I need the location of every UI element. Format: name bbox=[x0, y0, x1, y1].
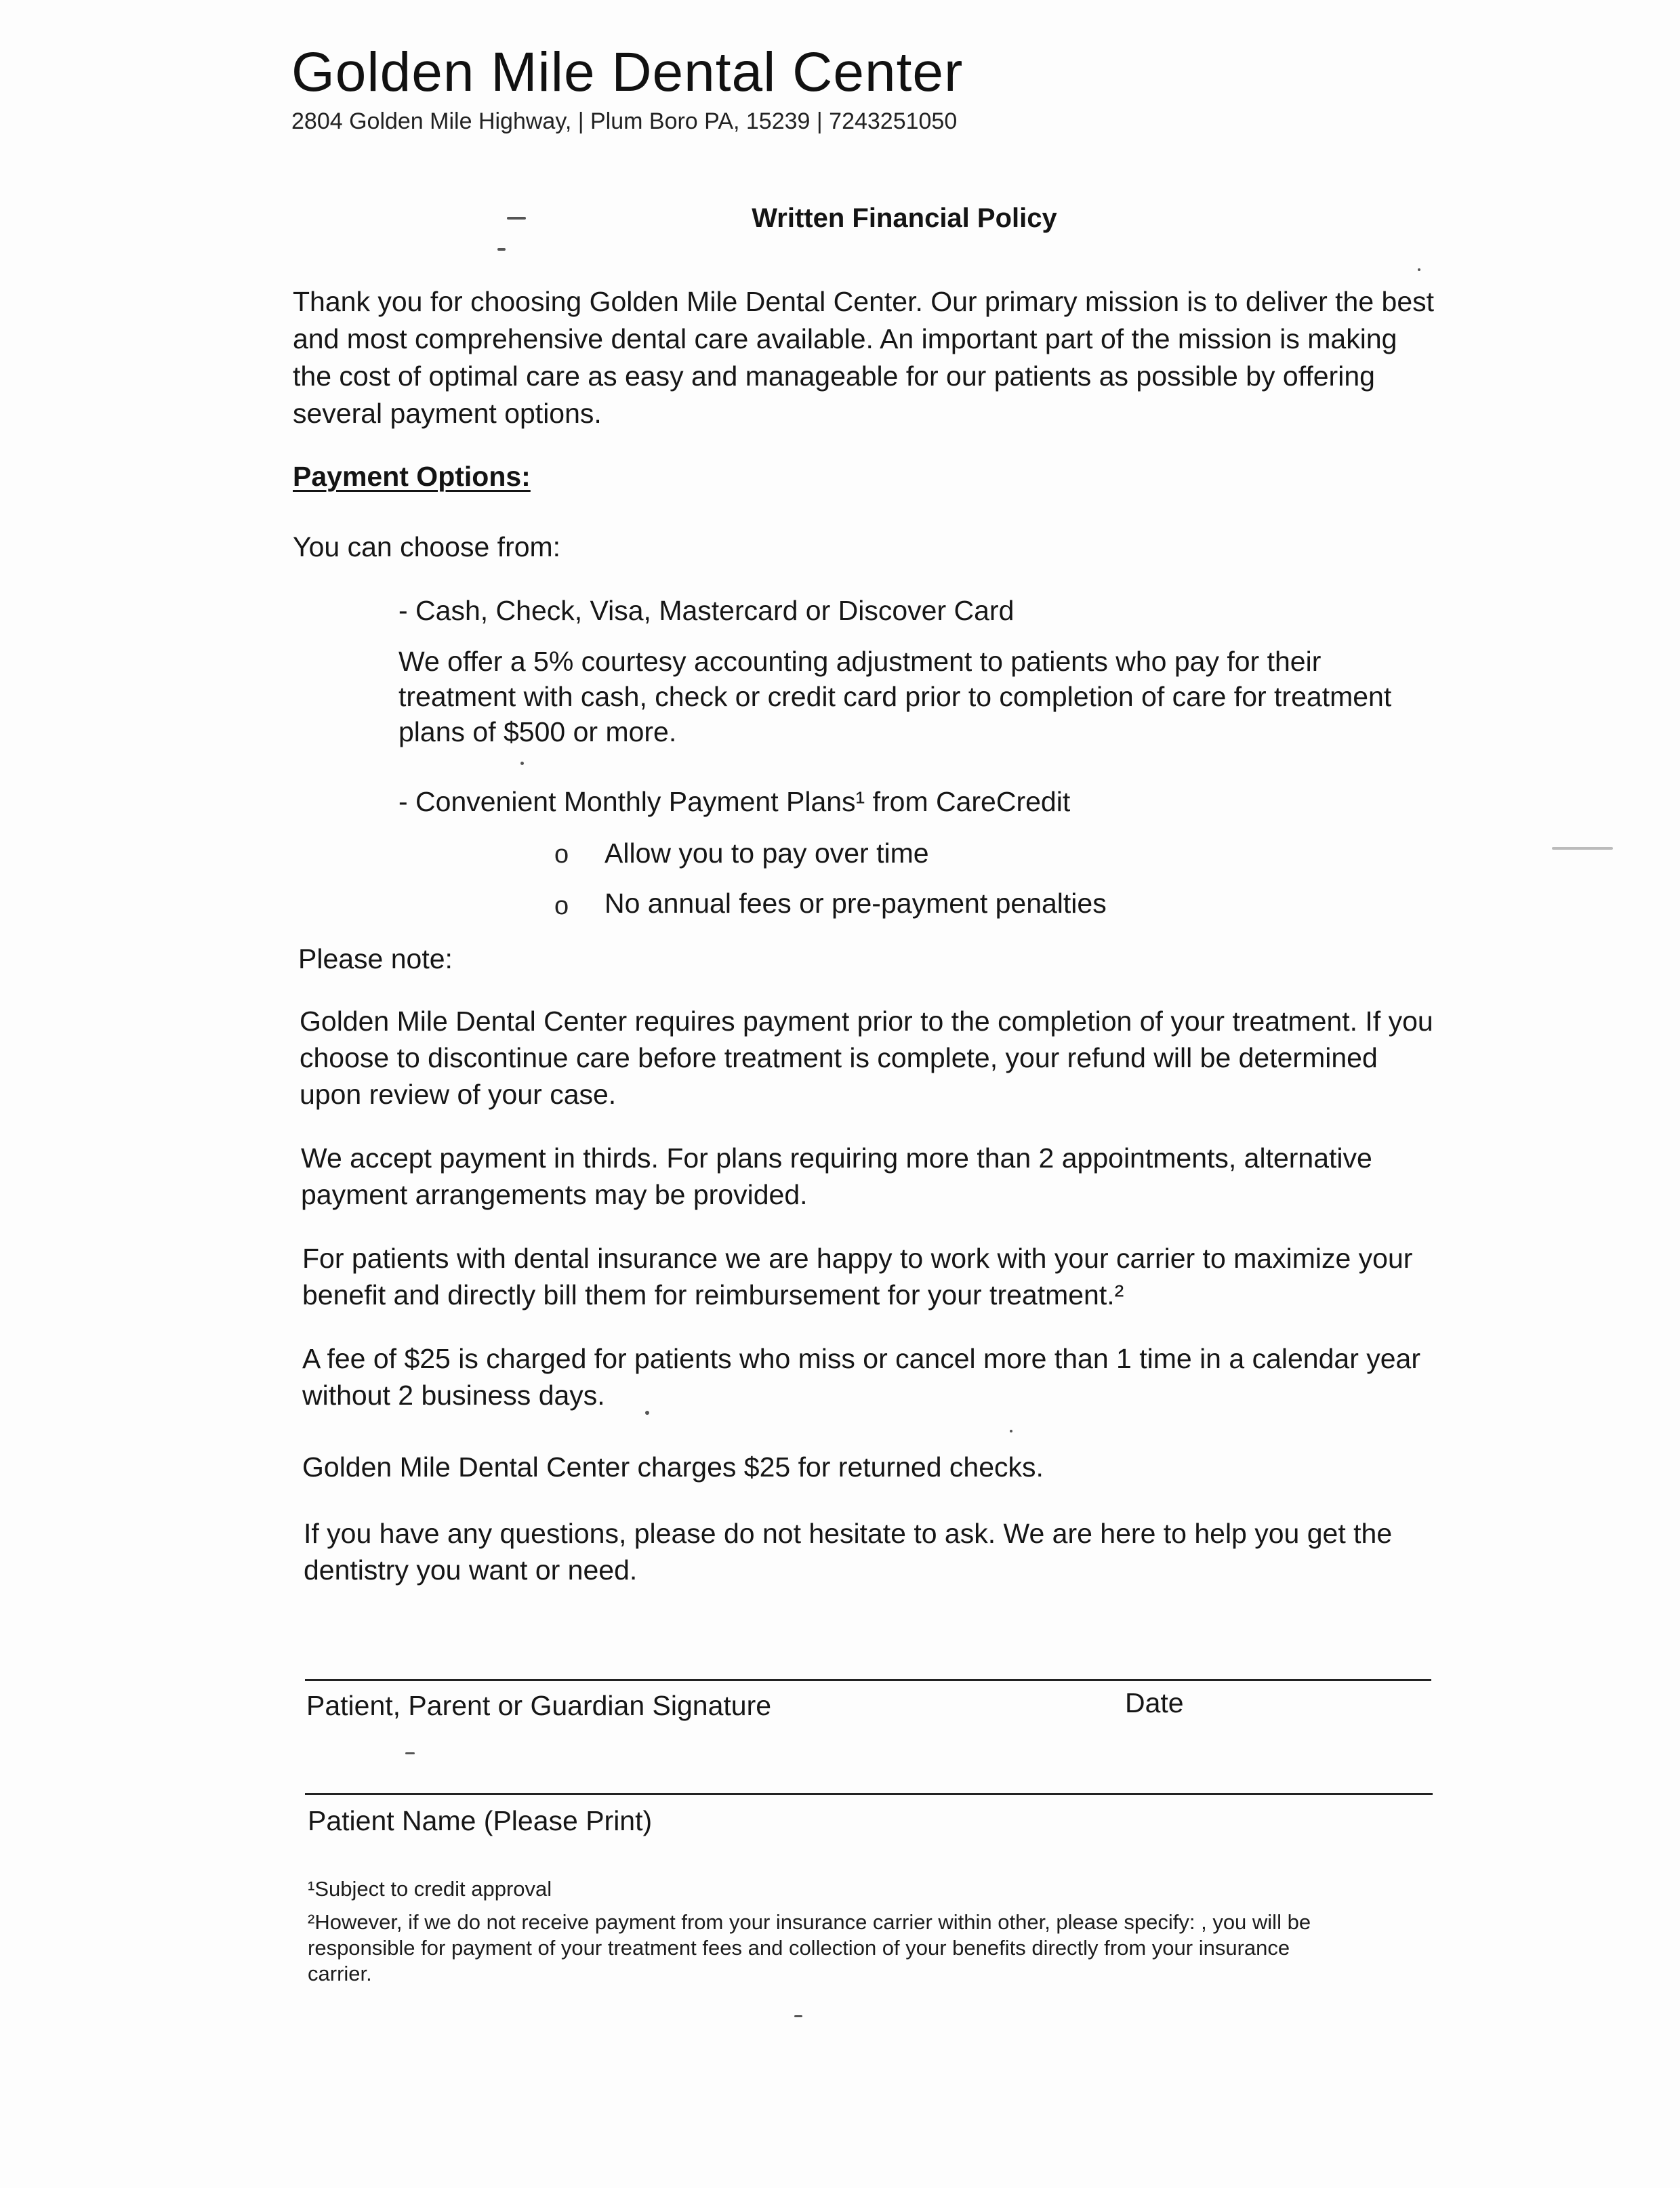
practice-address: 2804 Golden Mile Highway, | Plum Boro PA, 15239 | 7243251050 bbox=[291, 108, 958, 134]
scan-speck bbox=[1418, 268, 1420, 271]
document-title: Written Financial Policy bbox=[752, 203, 1057, 233]
note-paragraph: Golden Mile Dental Center requires payment prior to the completion of your treatment. If you choose to discontinue care before treatment is complete, your refund will be determined upon review of your case. bbox=[300, 1006, 1433, 1110]
footnote-1: ¹Subject to credit approval bbox=[308, 1877, 552, 1901]
scan-speck bbox=[520, 762, 524, 765]
intro-line: the cost of optimal care as easy and manageable for our patients as possible by offering bbox=[293, 360, 1375, 392]
sub-bullet-item: No annual fees or pre-payment penalties bbox=[605, 888, 1107, 919]
print-name-label: Patient Name (Please Print) bbox=[308, 1805, 653, 1836]
scan-speck bbox=[405, 1752, 415, 1754]
option-cash: - Cash, Check, Visa, Mastercard or Discover Card bbox=[398, 595, 1015, 626]
practice-name: Golden Mile Dental Center bbox=[291, 41, 964, 103]
note-paragraph: We accept payment in thirds. For plans requiring more than 2 appointments, alternative payment arrangements may be provided. bbox=[301, 1142, 1372, 1210]
scan-speck bbox=[645, 1411, 649, 1415]
intro-line: and most comprehensive dental care available. An important part of the mission is making bbox=[293, 323, 1397, 354]
choose-label: You can choose from: bbox=[293, 531, 561, 562]
note-paragraph: If you have any questions, please do not hesitate to ask. We are here to help you get the dentistry you want or need. bbox=[304, 1518, 1393, 1586]
signature-line[interactable] bbox=[305, 1679, 1431, 1681]
intro-paragraph bbox=[293, 283, 1434, 432]
print-name-line[interactable] bbox=[305, 1793, 1433, 1795]
note-paragraph: A fee of $25 is charged for patients who miss or cancel more than 1 time in a calendar year without 2 business days. bbox=[302, 1343, 1420, 1411]
sub-bullet-item: Allow you to pay over time bbox=[605, 838, 929, 869]
date-label: Date bbox=[1125, 1687, 1184, 1718]
please-note-label: Please note: bbox=[298, 943, 453, 974]
footnote-2: ²However, if we do not receive payment from your insurance carrier within other, please specify: , you will be responsible for payment of your treatment fees and collection of your benefits directly from your insurance carrier. bbox=[308, 1910, 1311, 1985]
note-paragraph: Golden Mile Dental Center charges $25 for returned checks. bbox=[302, 1451, 1044, 1483]
scan-speck bbox=[1010, 1430, 1012, 1432]
courtesy-adjustment-text: We offer a 5% courtesy accounting adjustment to patients who pay for their treatment with cash, check or credit card prior to completion of care for treatment plans of $500 or more. bbox=[398, 646, 1392, 747]
intro-line: Thank you for choosing Golden Mile Dental Center. Our primary mission is to deliver the best bbox=[293, 286, 1435, 317]
option-payment-plans: - Convenient Monthly Payment Plans¹ from CareCredit bbox=[398, 786, 1071, 817]
payment-options-heading: Payment Options: bbox=[293, 461, 531, 492]
note-paragraph: For patients with dental insurance we are happy to work with your carrier to maximize your benefit and directly bill them for reimbursement for your treatment.² bbox=[302, 1243, 1413, 1310]
intro-line: several payment options. bbox=[293, 398, 602, 429]
sub-bullet-marker: o bbox=[554, 840, 569, 869]
scan-mark bbox=[497, 248, 506, 251]
sub-bullet-marker: o bbox=[554, 892, 569, 920]
signature-label: Patient, Parent or Guardian Signature bbox=[306, 1690, 772, 1721]
scan-edge-mark bbox=[1552, 847, 1613, 850]
scan-speck bbox=[794, 2015, 802, 2017]
